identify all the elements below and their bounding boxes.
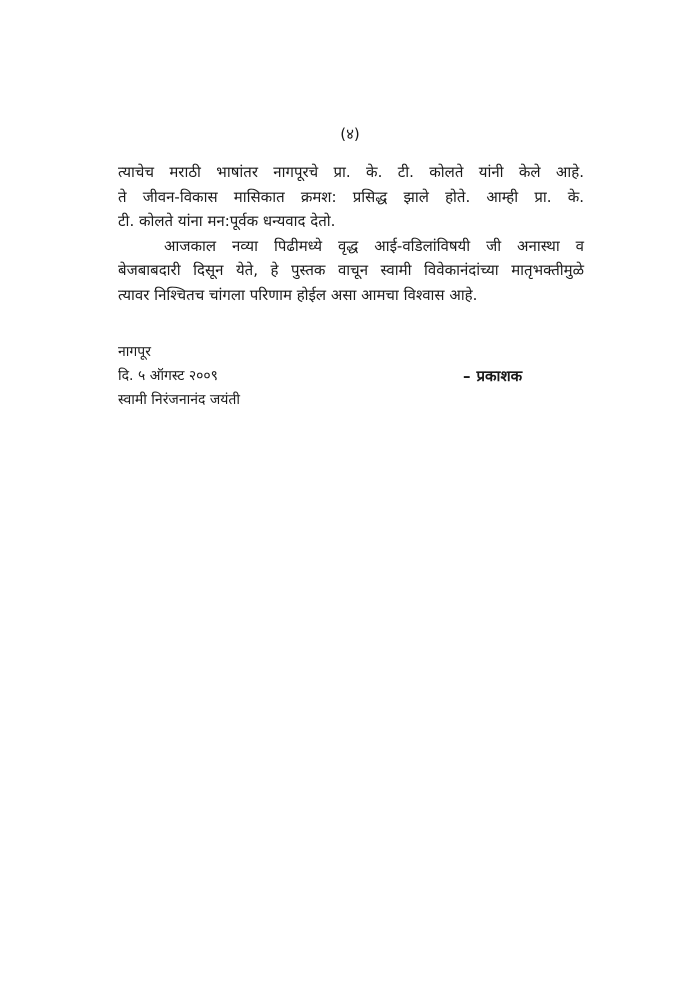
text-line: आजकाल नव्या पिढीमध्ये वृद्ध आई-वडिलांविषयी जी अनास्था व (164, 236, 584, 255)
signature-block (118, 340, 240, 412)
place-label: नागपूर (118, 344, 151, 360)
dash-mark: – (463, 367, 471, 385)
date-label: दि. ५ ऑगस्ट २००९ (118, 368, 218, 384)
publisher-signature (463, 364, 522, 388)
publisher-label: प्रकाशक (476, 367, 523, 385)
text-line: ते जीवन-विकास मासिकात क्रमश: प्रसिद्ध झाले होते. आम्ही प्रा. के. (118, 187, 584, 206)
paragraph-translation-credit (118, 160, 584, 234)
text-line: त्यावर निश्चितच चांगला परिणाम होईल असा आमचा विश्वास आहे. (118, 285, 478, 304)
page-number: (४) (340, 125, 360, 143)
body-text (118, 160, 584, 307)
text-line: बेजबाबदारी दिसून येते, हे पुस्तक वाचून स्वामी विवेकानंदांच्या मातृभक्तीमुळे (118, 261, 584, 279)
occasion-label: स्वामी निरंजनानंद जयंती (118, 392, 240, 408)
text-line: त्याचेच मराठी भाषांतर नागपूरचे प्रा. के. टी. कोलते यांनी केले आहे. (118, 163, 584, 181)
paragraph-purpose (118, 234, 584, 308)
text-line: टी. कोलते यांना मन:पूर्वक धन्यवाद देतो. (118, 212, 336, 230)
